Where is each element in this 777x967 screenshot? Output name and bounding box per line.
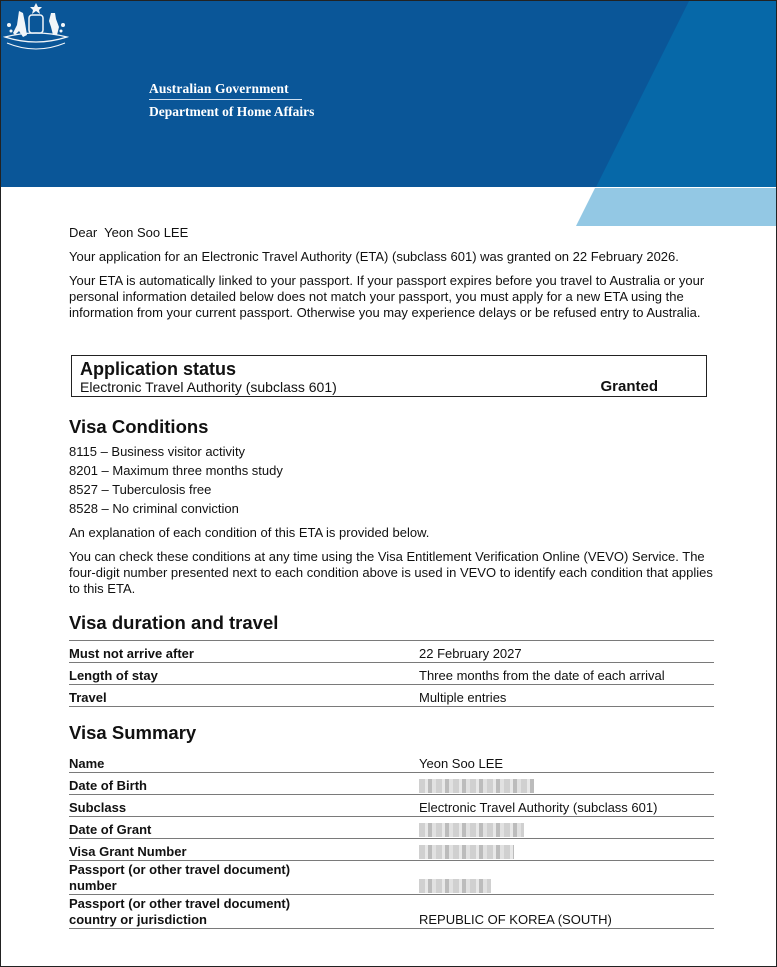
visa-summary-section [69,722,714,929]
row-value: Multiple entries [419,685,714,707]
condition-item: 8201 – Maximum three months study [69,463,283,478]
table-row [69,794,714,816]
visa-duration-title: Visa duration and travel [69,612,279,633]
header-accent-strip [0,0,777,230]
table-row [69,663,714,685]
row-value: Electronic Travel Authority (subclass 601) [419,794,714,816]
table-row [69,838,714,860]
redacted-passport-number [419,879,491,893]
application-visa-type: Electronic Travel Authority (subclass 601) [80,379,337,395]
condition-item: 8528 – No criminal conviction [69,501,239,516]
row-label: Travel [69,685,419,707]
vevo-note: You can check these conditions at any time using the Visa Entitlement Verification Online (VEVO) Service. The four-digit number presented next to each condition above is used in VEVO to identify each condition that applies to this ETA. [69,549,713,596]
visa-conditions-title: Visa Conditions [69,416,209,437]
row-value-redacted [419,860,714,894]
condition-item: 8115 – Business visitor activity [69,444,246,459]
row-label: Must not arrive after [69,641,419,663]
visa-conditions-section [69,416,714,605]
application-status-value: Granted [600,378,658,395]
letter-body [69,225,714,329]
row-label [69,860,419,894]
row-label: Date of Grant [69,816,419,838]
row-label-line2: number [69,877,117,893]
table-row [69,685,714,707]
org-name-line2: Department of Home Affairs [149,104,315,119]
row-label: Visa Grant Number [69,838,419,860]
visa-summary-title: Visa Summary [69,722,197,743]
table-row [69,816,714,838]
row-value-redacted [419,772,714,794]
table-row [69,641,714,663]
application-status-title: Application status [80,359,237,379]
redacted-date-of-grant [419,823,524,837]
table-row [69,750,714,772]
visa-duration-section [69,612,714,707]
row-label: Subclass [69,794,419,816]
org-name-line1: Australian Government [149,81,289,96]
condition-item: 8527 – Tuberculosis free [69,482,212,497]
row-value-redacted [419,838,714,860]
row-value: Three months from the date of each arrival [419,663,714,685]
grant-sentence: Your application for an Electronic Travel Authority (ETA) (subclass 601) was granted on 22 February 2026. [69,249,679,264]
application-status-row [80,379,698,395]
redacted-grant-number [419,845,514,859]
application-status-box [71,355,707,397]
table-row [69,772,714,794]
salutation: Dear Yeon Soo LEE [69,225,189,240]
table-row [69,860,714,894]
row-value: Yeon Soo LEE [419,750,714,772]
visa-duration-table [69,640,714,707]
row-label: Name [69,750,419,772]
conditions-explanation: An explanation of each condition of this ETA is provided below. [69,525,430,540]
visa-summary-table [69,750,714,929]
row-value: REPUBLIC OF KOREA (SOUTH) [419,894,714,928]
row-label: Date of Birth [69,772,419,794]
row-label: Length of stay [69,663,419,685]
row-label-line1: Passport (or other travel document) [69,895,291,911]
row-label [69,894,419,928]
table-row [69,894,714,928]
row-value: 22 February 2027 [419,641,714,663]
passport-notice: Your ETA is automatically linked to your passport. If your passport expires before you travel to Australia or your personal information detailed below does not match your passport, you must apply for a new ETA using the information from your current passport. Otherwise you may experience delays or be refused entry to Australia. [69,273,705,320]
row-label-line2: country or jurisdiction [69,911,207,927]
redacted-date-of-birth [419,779,534,793]
row-value-redacted [419,816,714,838]
row-label-line1: Passport (or other travel document) [69,861,291,877]
